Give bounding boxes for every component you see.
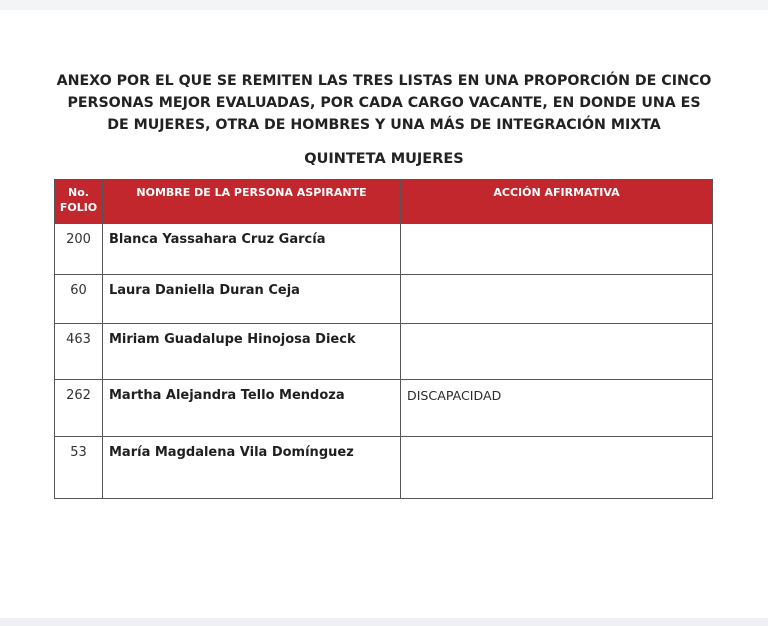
document-title (40, 70, 728, 136)
table-header-row (55, 180, 713, 224)
header-folio-line: No. (68, 186, 89, 199)
name-cell: María Magdalena Vila Domínguez (103, 437, 401, 499)
table-row (55, 324, 713, 380)
folio-cell: 463 (55, 324, 103, 380)
page-bottom-edge (0, 618, 768, 626)
action-cell: DISCAPACIDAD (401, 380, 713, 437)
table-row (55, 437, 713, 499)
document-title-line: PERSONAS MEJOR EVALUADAS, POR CADA CARGO VACANTE, EN DONDE UNA ES (67, 95, 701, 111)
table-row (55, 275, 713, 324)
action-cell (401, 224, 713, 275)
folio-cell: 262 (55, 380, 103, 437)
header-folio (55, 180, 103, 224)
document-title-line: ANEXO POR EL QUE SE REMITEN LAS TRES LISTAS EN UNA PROPORCIÓN DE CINCO (56, 73, 712, 89)
name-cell: Miriam Guadalupe Hinojosa Dieck (103, 324, 401, 380)
name-cell: Laura Daniella Duran Ceja (103, 275, 401, 324)
document-title-line: DE MUJERES, OTRA DE HOMBRES Y UNA MÁS DE INTEGRACIÓN MIXTA (107, 117, 661, 133)
header-action: ACCIÓN AFIRMATIVA (401, 180, 713, 224)
page-top-edge (0, 0, 768, 10)
folio-cell: 200 (55, 224, 103, 275)
action-cell (401, 275, 713, 324)
table-row (55, 380, 713, 437)
header-folio-line: FOLIO (59, 201, 98, 214)
table-row (55, 224, 713, 275)
list-subtitle: QUINTETA MUJERES (304, 151, 464, 167)
folio-cell: 60 (55, 275, 103, 324)
folio-cell: 53 (55, 437, 103, 499)
action-cell (401, 437, 713, 499)
name-cell: Blanca Yassahara Cruz García (103, 224, 401, 275)
action-cell (401, 324, 713, 380)
name-cell: Martha Alejandra Tello Mendoza (103, 380, 401, 437)
header-name: NOMBRE DE LA PERSONA ASPIRANTE (103, 180, 401, 224)
candidates-table (54, 179, 713, 499)
